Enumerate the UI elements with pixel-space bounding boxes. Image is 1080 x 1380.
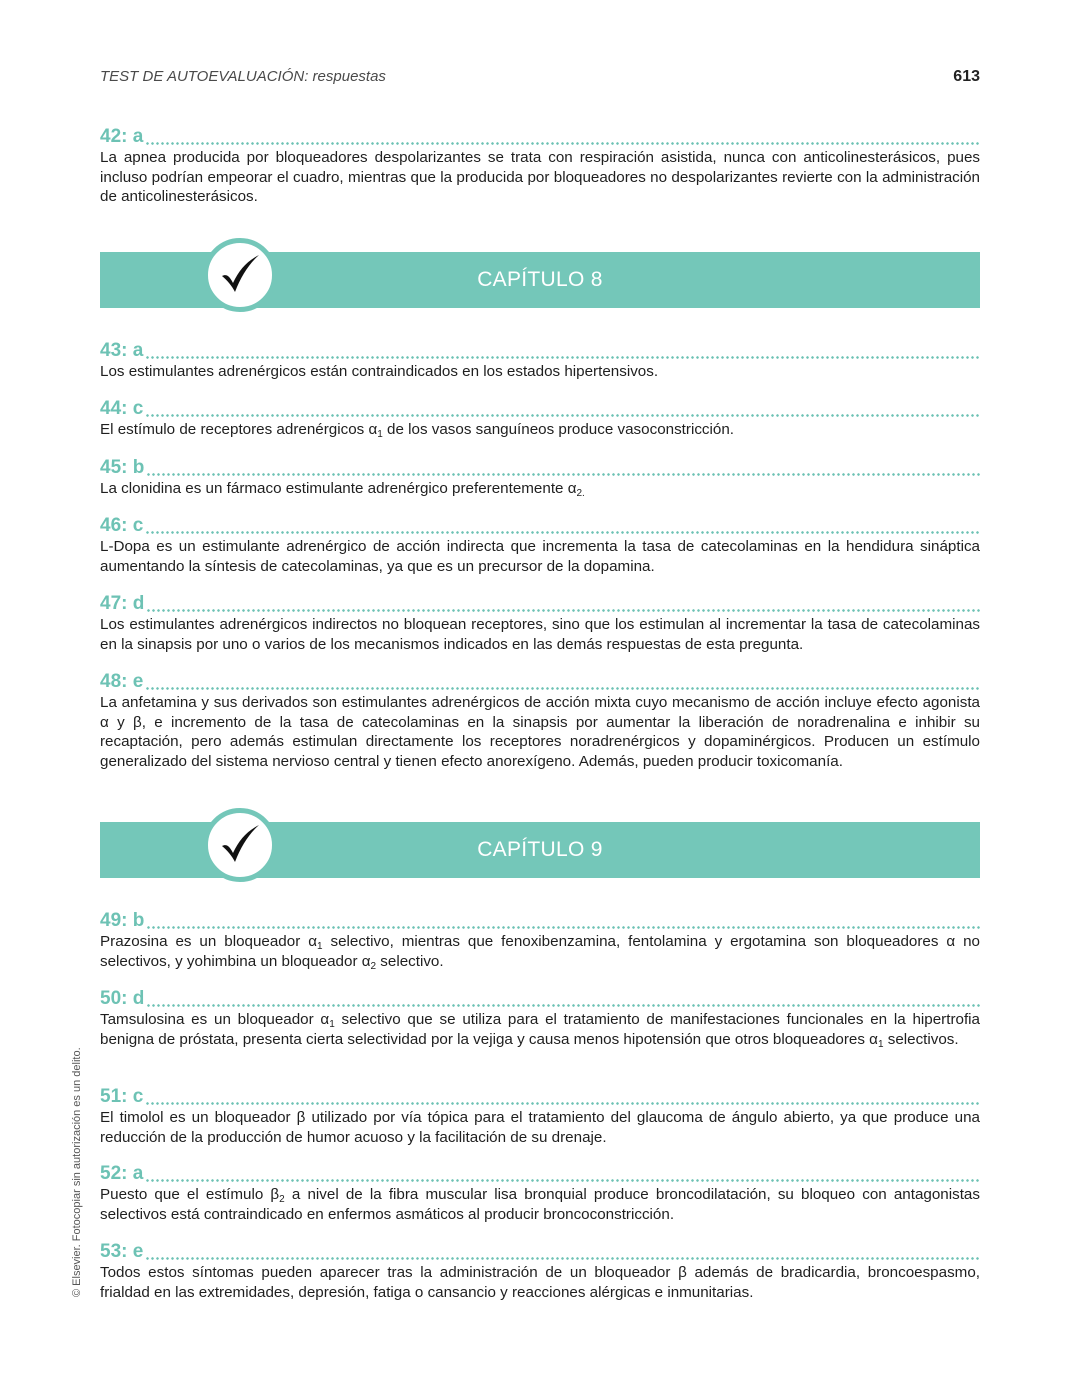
answer-explanation: Tamsulosina es un bloqueador $\alpha_1$ selectivo que se utiliza para el tratamiento de manifestaciones funcionales en la hipertrofia benigna de próstata, presenta cierta selectividad por la vejiga y causa menos hipotensión que otros bloqueadores $\alpha_1$ selectivos. bbox=[100, 1011, 980, 1050]
answer-header bbox=[100, 1161, 980, 1185]
check-mark-icon bbox=[217, 822, 263, 868]
answer-explanation: El estímulo de receptores adrenérgicos $\alpha_1$ de los vasos sanguíneos produce vasoconstricción. bbox=[100, 421, 735, 440]
answer-explanation: La clonidina es un fármaco estimulante adrenérgico preferentemente $\alpha_{2.}$ bbox=[100, 480, 585, 499]
answer-item-53 bbox=[100, 1239, 980, 1302]
answer-explanation: L-Dopa es un estimulante adrenérgico de acción indirecta que incrementa la tasa de catecolaminas en la hendidura sináptica aumentando la síntesis de catecolaminas, ya que es un precursor de la dopamina. bbox=[100, 538, 980, 575]
dotted-leader bbox=[145, 1179, 980, 1182]
dotted-leader bbox=[146, 1004, 980, 1007]
answer-header bbox=[100, 513, 980, 537]
dotted-leader bbox=[146, 609, 980, 612]
answer-key: 49: b bbox=[100, 910, 145, 931]
answer-explanation: Los estimulantes adrenérgicos indirectos no bloquean receptores, sino que los estimulan al incrementar la tasa de catecolaminas en la sinapsis por uno o varios de los mecanismos indicados en las demás respuestas de esta pregunta. bbox=[100, 616, 980, 653]
check-badge bbox=[203, 808, 277, 882]
dotted-leader bbox=[145, 142, 980, 145]
answer-key: 50: d bbox=[100, 988, 145, 1009]
answer-item-50 bbox=[100, 986, 980, 1049]
answer-header bbox=[100, 124, 980, 148]
answer-header bbox=[100, 338, 980, 362]
running-title: TEST DE AUTOEVALUACIÓN: respuestas bbox=[100, 68, 386, 85]
answer-key: 53: e bbox=[100, 1241, 144, 1262]
answer-header bbox=[100, 455, 980, 479]
answer-item-49 bbox=[100, 908, 980, 971]
answer-item-44 bbox=[100, 396, 980, 440]
answer-key: 43: a bbox=[100, 340, 144, 361]
chapter-title: CAPÍTULO 9 bbox=[477, 838, 603, 861]
answer-explanation: La apnea producida por bloqueadores despolarizantes se trata con respiración asistida, nunca con anticolinesterásicos, pues incluso podrían empeorar el cuadro, mientras que la producida por bloqueadores no despolarizantes revierte con la administración de anticolinesterásicos. bbox=[100, 149, 980, 205]
answer-header bbox=[100, 396, 980, 420]
answer-explanation: El timolol es un bloqueador β utilizado por vía tópica para el tratamiento del glaucoma de ángulo abierto, ya que produce una reducción de la producción de humor acuoso y la facilitación de su drenaje. bbox=[100, 1109, 980, 1146]
dotted-leader bbox=[145, 1257, 980, 1260]
check-mark-icon bbox=[217, 252, 263, 298]
answer-header bbox=[100, 1239, 980, 1263]
dotted-leader bbox=[146, 473, 980, 476]
answer-item-43 bbox=[100, 338, 980, 382]
page-number: 613 bbox=[953, 68, 980, 85]
answer-explanation: Prazosina es un bloqueador $\alpha_1$ selectivo, mientras que fenoxibenzamina, fentolamina y ergotamina son bloqueadores α no selectivos, y yohimbina un bloqueador $\alpha_2$ selectivo. bbox=[100, 933, 980, 972]
answer-item-52 bbox=[100, 1161, 980, 1224]
answer-explanation: La anfetamina y sus derivados son estimulantes adrenérgicos de acción mixta cuyo mecanismo de acción incluye efecto agonista α y β, e incremento de la tasa de catecolaminas en la sinapsis por aumentar la liberación de noradrenalina e inhibir su recaptación, pero además estimulan directamente los receptores noradrenérgicos y dopaminérgicos. Producen un estímulo generalizado del sistema nervioso central y tienen efecto anorexígeno. Además, pueden producir toxicomanía. bbox=[100, 694, 980, 770]
answer-item-42 bbox=[100, 124, 980, 207]
answer-item-46 bbox=[100, 513, 980, 576]
answer-key: 51: c bbox=[100, 1086, 144, 1107]
answer-item-48 bbox=[100, 669, 980, 771]
answer-key: 45: b bbox=[100, 457, 145, 478]
dotted-leader bbox=[145, 1102, 980, 1105]
copyright-note: © Elsevier. Fotocopiar sin autorización es un delito. bbox=[71, 1047, 83, 1297]
answer-item-51 bbox=[100, 1084, 980, 1147]
dotted-leader bbox=[145, 687, 980, 690]
answer-header bbox=[100, 986, 980, 1010]
answer-key: 52: a bbox=[100, 1163, 144, 1184]
dotted-leader bbox=[145, 356, 980, 359]
dotted-leader bbox=[145, 414, 980, 417]
answer-header bbox=[100, 591, 980, 615]
answer-key: 46: c bbox=[100, 515, 144, 536]
dotted-leader bbox=[145, 531, 980, 534]
answer-header bbox=[100, 669, 980, 693]
answer-key: 48: e bbox=[100, 671, 144, 692]
answer-key: 47: d bbox=[100, 593, 145, 614]
chapter-banner-8 bbox=[100, 252, 980, 308]
check-badge bbox=[203, 238, 277, 312]
running-header bbox=[100, 68, 980, 90]
answer-header bbox=[100, 1084, 980, 1108]
answer-item-45 bbox=[100, 455, 980, 499]
answer-header bbox=[100, 908, 980, 932]
answer-item-47 bbox=[100, 591, 980, 654]
answer-key: 42: a bbox=[100, 126, 144, 147]
answer-key: 44: c bbox=[100, 398, 144, 419]
dotted-leader bbox=[146, 926, 980, 929]
answer-explanation: Todos estos síntomas pueden aparecer tras la administración de un bloqueador β además de bradicardia, broncoespasmo, frialdad en las extremidades, depresión, fatiga o cansancio y reacciones alérgicas e inmunitarias. bbox=[100, 1264, 980, 1301]
chapter-title: CAPÍTULO 8 bbox=[477, 268, 603, 291]
answer-explanation: Puesto que el estímulo $\beta_2$ a nivel de la fibra muscular lisa bronquial produce broncodilatación, su bloqueo con antagonistas selectivos está contraindicado en enfermos asmáticos al producir broncoconstricción. bbox=[100, 1186, 980, 1223]
answer-explanation: Los estimulantes adrenérgicos están contraindicados en los estados hipertensivos. bbox=[100, 363, 659, 380]
chapter-banner-9 bbox=[100, 822, 980, 878]
